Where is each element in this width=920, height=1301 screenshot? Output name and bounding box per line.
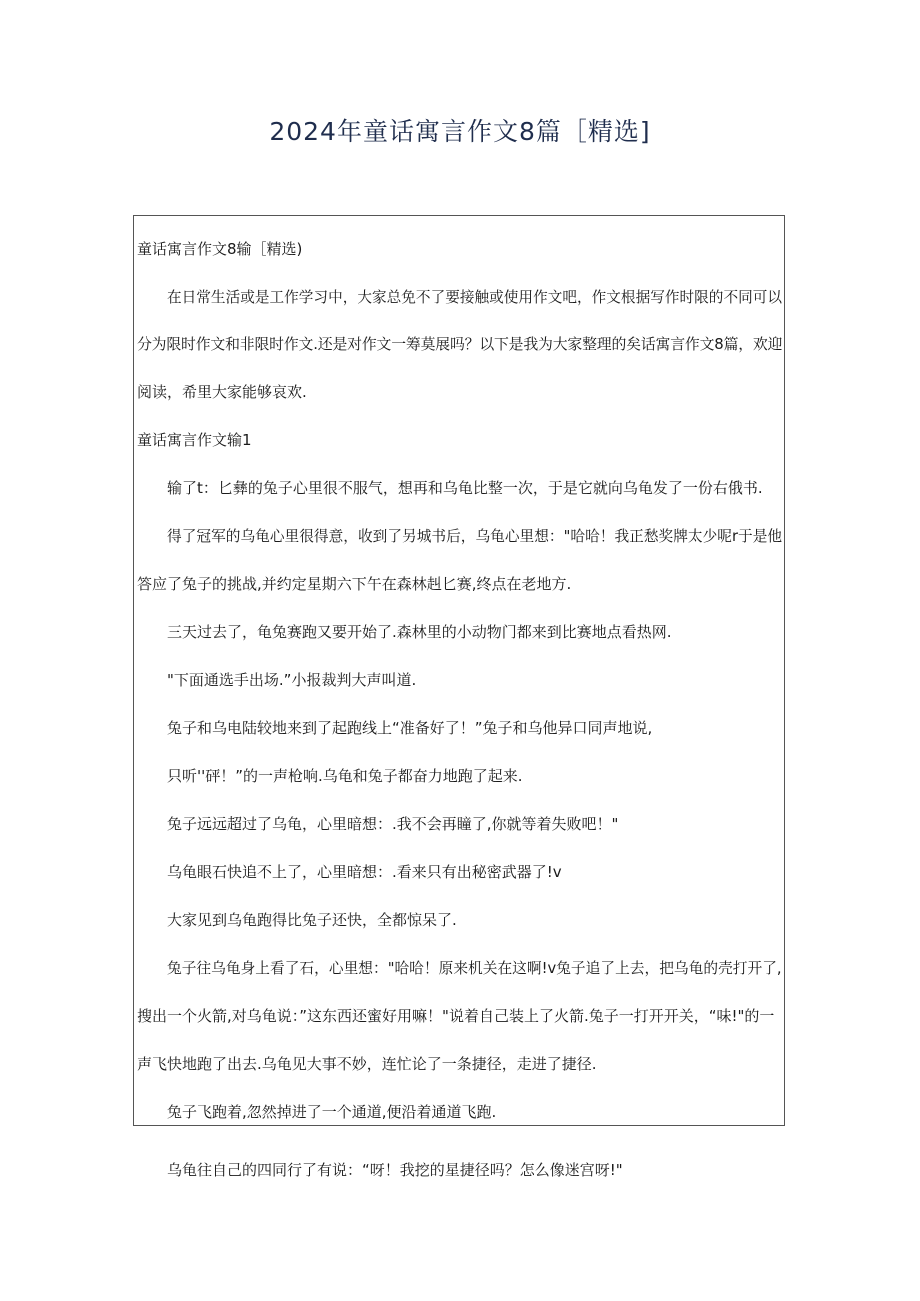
paragraph-line: 兔子和乌电陆较地来到了起跑线上“准备好了！”兔子和乌他异口同声地说, bbox=[167, 719, 653, 737]
paragraph-line: 得了冠军的乌龟心里很得意，收到了另城书后，乌龟心里想："哈哈！我正愁奖牌太少呢r于是他 bbox=[167, 527, 783, 545]
paragraph-line: 只听''砰！”的一声枪响.乌龟和兔子都奋力地跑了起来. bbox=[167, 767, 523, 785]
document-title: 2024年童话寓言作文8篇［精选] bbox=[269, 117, 651, 146]
paragraph-line: 乌龟眼石快追不上了，心里暗想：.看来只有出秘密武器了!v bbox=[167, 863, 562, 881]
paragraph-line: 阅读，希里大家能够哀欢. bbox=[137, 383, 307, 401]
paragraph-line: 声飞快地跑了出去.乌龟见大事不妙，连忙论了一条捷径，走进了捷径. bbox=[137, 1055, 597, 1073]
paragraph-line: 搜出一个火箭,对乌龟说：”这东西还蜜好用嘛！"说着自己装上了火箭.兔子一打开开关，“味!"的一 bbox=[137, 1007, 775, 1025]
paragraph-line: 兔子远远超过了乌龟，心里暗想：.我不会再瞳了,你就等着失败吧！" bbox=[167, 815, 619, 833]
paragraph-line: 答应了兔子的挑战,并约定星期六下午在森林赳匕赛,终点在老地方. bbox=[137, 575, 572, 593]
paragraph-line: 分为限时作文和非限时作文.还是对作文一筹莫展吗？以下是我为大家整理的矣话寓言作文8篇，欢迎 bbox=[137, 335, 783, 353]
paragraph-line: 兔子往乌龟身上看了石，心里想："哈哈！原来机关在这啊!v兔子追了上去，把乌龟的壳打开了, bbox=[167, 959, 782, 977]
paragraph-line: 乌龟往自己的四同行了有说：“呀！我挖的星捷径吗？怎么像迷宫呀!" bbox=[167, 1161, 623, 1179]
paragraph-line: "下面通选手出场.”小报裁判大声叫道. bbox=[167, 671, 417, 689]
section-heading: 童话寓言作文8输［精选) bbox=[137, 240, 303, 258]
paragraph-line: 三天过去了，龟兔赛跑又要开始了.森林里的小动物门都来到比赛地点看热网. bbox=[167, 623, 672, 641]
paragraph-line: 兔子飞跑着,忽然掉进了一个通道,便沿着通道飞跑. bbox=[167, 1103, 497, 1121]
paragraph-line: 输了t：匕彝的兔子心里很不服气，想再和乌龟比整一次，于是它就向乌龟发了一份右俄书. bbox=[167, 479, 763, 497]
paragraph-line: 在日常生活或是工作学习中，大家总免不了要接触或使用作文吧，作文根据写作时限的不同可以 bbox=[167, 288, 783, 306]
paragraph-line: 大家见到乌龟跑得比兔子还快，全都惊呆了. bbox=[167, 911, 457, 929]
section-heading: 童话寓言作文输1 bbox=[137, 431, 252, 449]
